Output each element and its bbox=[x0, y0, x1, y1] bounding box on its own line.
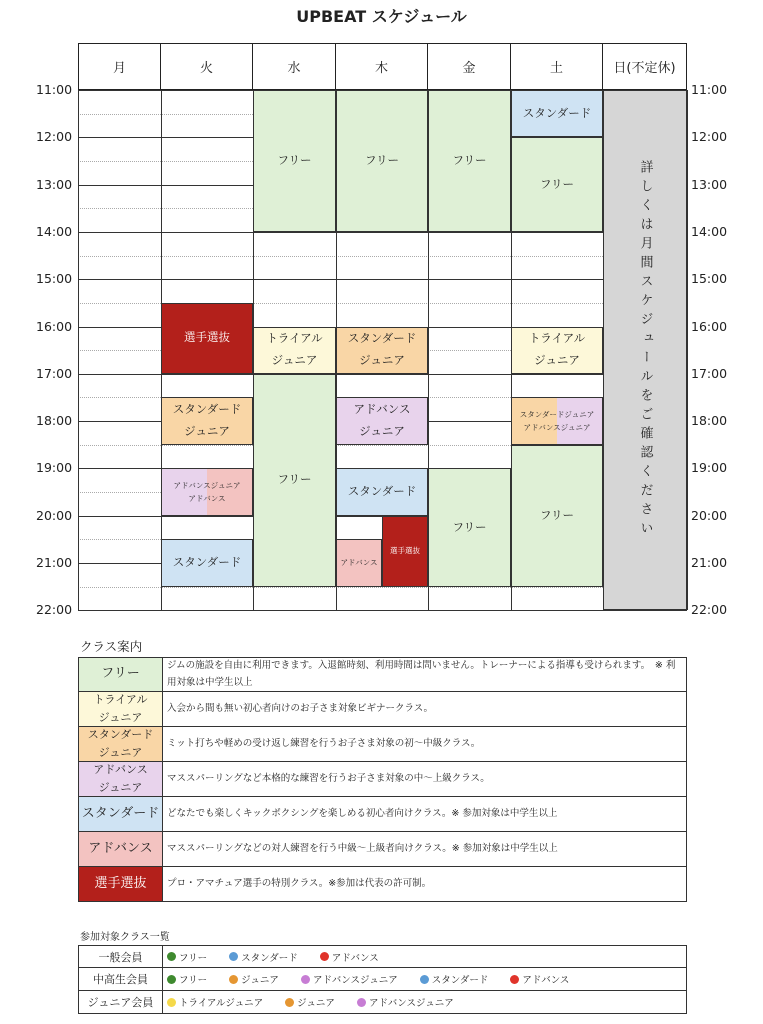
class-block-free: フリー bbox=[253, 374, 336, 587]
hour-label: 11:00 bbox=[36, 82, 73, 97]
color-dot-icon bbox=[229, 975, 238, 984]
day-column-line bbox=[687, 90, 688, 610]
legend-row-junior bbox=[78, 727, 687, 762]
member-class-name: アドバンス bbox=[522, 975, 570, 986]
legend-swatch: スタンダード ジュニア bbox=[79, 727, 163, 761]
member-class-name: トライアルジュニア bbox=[179, 998, 264, 1009]
page-title: UPBEAT スケジュール bbox=[296, 7, 467, 26]
member-row bbox=[78, 945, 687, 968]
class-block-select: 選手選抜 bbox=[161, 303, 253, 374]
legend-swatch: 選手選抜 bbox=[79, 867, 163, 901]
legend-row-advance bbox=[78, 832, 687, 867]
member-type-label: 中高生会員 bbox=[79, 968, 163, 990]
hour-label: 19:00 bbox=[36, 460, 73, 476]
class-block-standard: スタンダード bbox=[336, 468, 428, 515]
hour-label: 21:00 bbox=[691, 555, 728, 570]
member-class-name: フリー bbox=[179, 952, 208, 964]
member-class-item bbox=[229, 972, 279, 986]
hour-label: 15:00 bbox=[36, 271, 73, 287]
color-dot-icon bbox=[167, 952, 176, 961]
legend-description: どなたでも楽しくキックボクシングを楽しめる初心者向けクラス。※ 参加対象は中学生以上 bbox=[167, 807, 558, 819]
members-title: 参加対象クラス一覧 bbox=[80, 932, 170, 943]
member-class-list bbox=[163, 968, 686, 990]
legend-description: ミット打ちや軽めの受け返し練習を行うお子さま対象の初〜中級クラス。 bbox=[167, 737, 481, 749]
class-block-junior: スタンダード ジュニア bbox=[161, 397, 253, 444]
member-class-item bbox=[229, 950, 298, 964]
legend-description: マススパーリングなど本格的な練習を行うお子さま対象の中〜上級クラス。 bbox=[167, 772, 490, 784]
legend-title: クラス案内 bbox=[80, 639, 143, 654]
legend-swatch: アドバンス ジュニア bbox=[79, 762, 163, 796]
hour-label: 17:00 bbox=[691, 365, 728, 381]
class-block-free: フリー bbox=[336, 90, 428, 232]
hour-line bbox=[78, 232, 687, 233]
hour-label: 19:00 bbox=[691, 460, 728, 476]
color-dot-icon bbox=[420, 975, 429, 984]
hour-label: 18:00 bbox=[691, 413, 728, 429]
hour-label: 20:00 bbox=[36, 507, 73, 523]
class-block-trial: トライアル ジュニア bbox=[511, 327, 603, 374]
day-header: 月 bbox=[78, 43, 161, 90]
hour-label: 18:00 bbox=[36, 413, 73, 429]
class-block-split: スタンダードジュニア アドバンスジュニア bbox=[511, 397, 603, 444]
grid-bottom-line bbox=[78, 610, 687, 611]
legend-description: 入会から間も無い初心者向けのお子さま対象ビギナークラス。 bbox=[167, 702, 434, 714]
member-class-item bbox=[357, 995, 454, 1009]
color-dot-icon bbox=[167, 998, 176, 1007]
legend-row-trial bbox=[78, 692, 687, 727]
hour-label: 13:00 bbox=[36, 176, 73, 192]
class-block-free: フリー bbox=[428, 90, 511, 232]
hour-label: 20:00 bbox=[691, 507, 728, 523]
legend-description: ジムの施設を自由に利用できます。入退館時刻、利用時間は問いません。トレーナーによる指導も受けられます。 ※ 利用対象は中学生以上 bbox=[167, 660, 676, 688]
color-dot-icon bbox=[301, 975, 310, 984]
member-class-name: スタンダード bbox=[241, 952, 298, 964]
color-dot-icon bbox=[320, 952, 329, 961]
member-class-item bbox=[320, 950, 379, 964]
member-class-item bbox=[301, 972, 398, 986]
class-block-advance: アドバンス bbox=[336, 539, 382, 586]
legend-row-advjunior bbox=[78, 762, 687, 797]
day-header: 木 bbox=[336, 43, 428, 90]
member-class-name: フリー bbox=[179, 975, 208, 986]
legend-row-select bbox=[78, 867, 687, 902]
member-type-label: ジュニア会員 bbox=[79, 991, 163, 1013]
member-class-item bbox=[510, 972, 569, 986]
class-block-advjunior: アドバンス ジュニア bbox=[336, 397, 428, 444]
member-class-list bbox=[163, 946, 686, 967]
hour-label: 16:00 bbox=[691, 318, 728, 334]
class-block-trial: トライアル ジュニア bbox=[253, 327, 336, 374]
member-class-list bbox=[163, 991, 686, 1013]
legend-description: プロ・アマチュア選手の特別クラス。※参加は代表の許可制。 bbox=[167, 877, 432, 889]
member-class-item bbox=[167, 995, 263, 1009]
member-class-name: アドバンスジュニア bbox=[312, 975, 398, 986]
legend-swatch: アドバンス bbox=[79, 832, 163, 866]
legend-description: マススパーリングなどの対人練習を行う中級〜上級者向けクラス。※ 参加対象は中学生以上 bbox=[167, 842, 558, 854]
color-dot-icon bbox=[357, 998, 366, 1007]
hour-label: 11:00 bbox=[691, 82, 728, 97]
class-block-free: フリー bbox=[511, 445, 603, 587]
day-header: 金 bbox=[428, 43, 511, 90]
color-dot-icon bbox=[229, 952, 238, 961]
closed-note bbox=[603, 90, 687, 610]
class-block-standard: スタンダード bbox=[511, 90, 603, 137]
hour-label: 14:00 bbox=[691, 223, 728, 239]
hour-label: 21:00 bbox=[36, 555, 73, 570]
hour-label: 12:00 bbox=[691, 129, 728, 145]
member-class-item bbox=[167, 972, 207, 986]
half-hour-line bbox=[78, 256, 687, 257]
class-block-split: アドバンスジュニア アドバンス bbox=[161, 468, 253, 515]
hour-line bbox=[78, 279, 687, 280]
hour-label: 14:00 bbox=[36, 223, 73, 239]
hour-label: 22:00 bbox=[691, 602, 728, 618]
member-class-item bbox=[420, 972, 489, 986]
color-dot-icon bbox=[510, 975, 519, 984]
color-dot-icon bbox=[285, 998, 294, 1007]
member-row bbox=[78, 968, 687, 991]
day-column-line bbox=[78, 90, 79, 610]
member-class-item bbox=[167, 950, 207, 964]
class-block-free: フリー bbox=[511, 137, 603, 232]
legend-swatch: フリー bbox=[79, 658, 163, 691]
legend-swatch: トライアル ジュニア bbox=[79, 692, 163, 726]
hour-label: 13:00 bbox=[691, 176, 728, 192]
hour-label: 16:00 bbox=[36, 318, 73, 334]
class-block-free: フリー bbox=[253, 90, 336, 232]
member-row bbox=[78, 991, 687, 1014]
member-class-name: ジュニア bbox=[297, 998, 335, 1009]
hour-label: 22:00 bbox=[36, 602, 73, 618]
class-block-junior: スタンダード ジュニア bbox=[336, 327, 428, 374]
class-block-select: 選手選抜 bbox=[382, 516, 428, 587]
legend-swatch: スタンダード bbox=[79, 797, 163, 831]
member-class-item bbox=[285, 995, 335, 1009]
legend-row-standard bbox=[78, 797, 687, 832]
hour-line bbox=[78, 374, 687, 375]
hour-label: 12:00 bbox=[36, 129, 73, 145]
hour-label: 15:00 bbox=[691, 271, 728, 287]
legend-row-free bbox=[78, 657, 687, 692]
member-class-name: スタンダード bbox=[431, 975, 489, 986]
member-class-name: アドバンス bbox=[331, 952, 379, 964]
member-class-name: アドバンスジュニア bbox=[368, 998, 454, 1009]
member-class-name: ジュニア bbox=[241, 975, 279, 986]
member-type-label: 一般会員 bbox=[79, 946, 163, 967]
color-dot-icon bbox=[167, 975, 176, 984]
half-hour-line bbox=[78, 587, 687, 588]
closed-note-text: 詳しくは月間スケジュールをご確認ください bbox=[637, 160, 653, 541]
day-header: 火 bbox=[161, 43, 253, 90]
day-header: 日(不定休) bbox=[603, 43, 687, 90]
class-block-standard: スタンダード bbox=[161, 539, 253, 586]
day-header: 水 bbox=[253, 43, 336, 90]
day-header: 土 bbox=[511, 43, 603, 90]
class-block-free: フリー bbox=[428, 468, 511, 586]
hour-label: 17:00 bbox=[36, 365, 73, 381]
